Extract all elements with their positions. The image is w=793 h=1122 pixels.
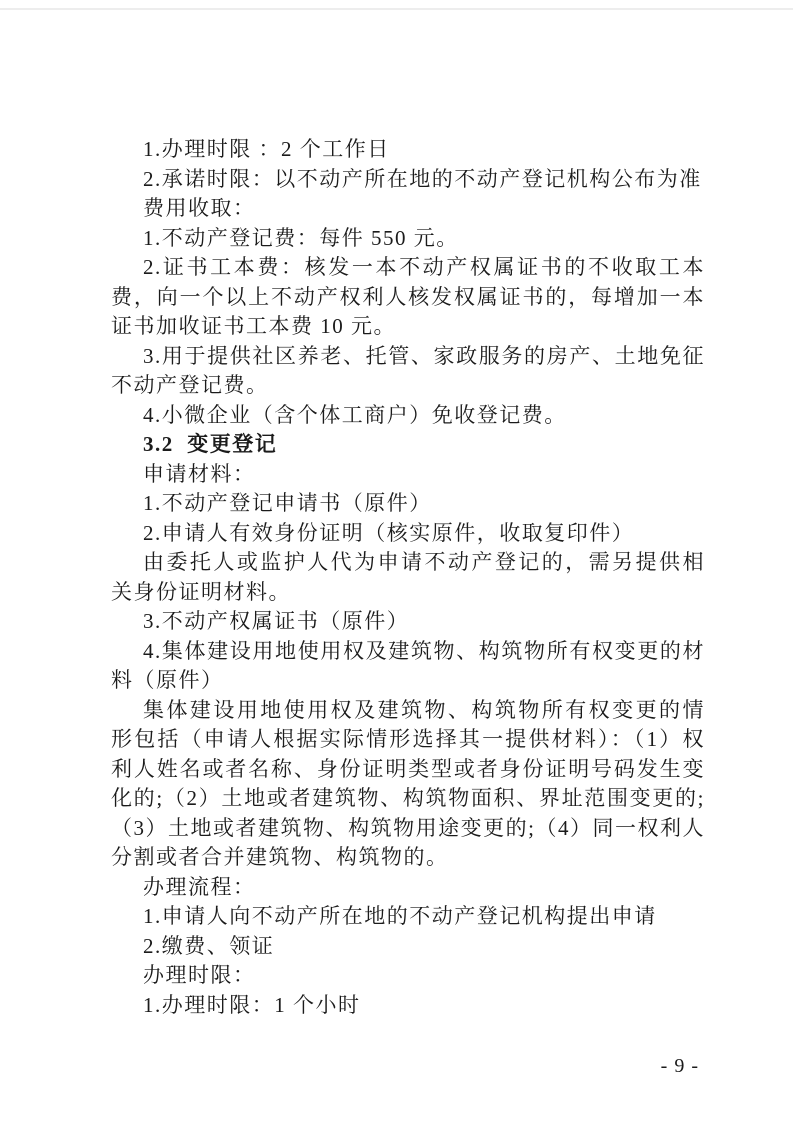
scan-artifact-line xyxy=(0,8,793,10)
paragraph: 申请材料： xyxy=(143,461,256,486)
section-heading-3-2: 3.2 变更登记 xyxy=(143,432,278,456)
document-body xyxy=(111,135,705,1020)
paragraph: 费用收取： xyxy=(143,196,256,220)
paragraph: 集体建设用地使用权及建筑物、构筑物所有权变更的情形包括（申请人根据实际情形选择其一提供材料）：（1）权利人姓名或者名称、身份证明类型或者身份证明号码发生变化的;（2）土地或者建筑物、构筑物面积、界址范围变更的;（3）土地或者建筑物、构筑物用途变更的;（4）同一权利人分割或者合并建筑物、构筑物的。 xyxy=(111,697,705,869)
paragraph: 4.集体建设用地使用权及建筑物、构筑物所有权变更的材料（原件） xyxy=(111,638,705,692)
paragraph: 4.小微企业（含个体工商户）免收登记费。 xyxy=(143,402,567,427)
paragraph: 1.不动产登记费：每件 550 元。 xyxy=(143,225,459,250)
paragraph: 办理流程： xyxy=(143,874,256,899)
paragraph: 2.证书工本费：核发一本不动产权属证书的不收取工本费，向一个以上不动产权利人核发权属证书的，每增加一本证书加收证书工本费 10 元。 xyxy=(111,255,705,338)
paragraph: 2.申请人有效身份证明（核实原件，收取复印件） xyxy=(143,520,635,545)
paragraph: 2.承诺时限：以不动产所在地的不动产登记机构公布为准 xyxy=(143,166,702,191)
paragraph: 1.办理时限：1 个小时 xyxy=(143,992,361,1017)
paragraph: 1.办理时限 ：2 个工作日 xyxy=(143,137,390,161)
paragraph: 1.申请人向不动产所在地的不动产登记机构提出申请 xyxy=(143,904,657,928)
paragraph: 由委托人或监护人代为申请不动产登记的，需另提供相关身份证明材料。 xyxy=(111,550,705,604)
paragraph: 办理时限： xyxy=(143,963,256,987)
paragraph: 3.用于提供社区养老、托管、家政服务的房产、土地免征不动产登记费。 xyxy=(111,343,705,397)
page-number: - 9 - xyxy=(660,1055,699,1077)
paragraph: 2.缴费、领证 xyxy=(143,933,275,958)
paragraph: 3.不动产权属证书（原件） xyxy=(143,609,410,633)
paragraph: 1.不动产登记申请书（原件） xyxy=(143,491,432,515)
